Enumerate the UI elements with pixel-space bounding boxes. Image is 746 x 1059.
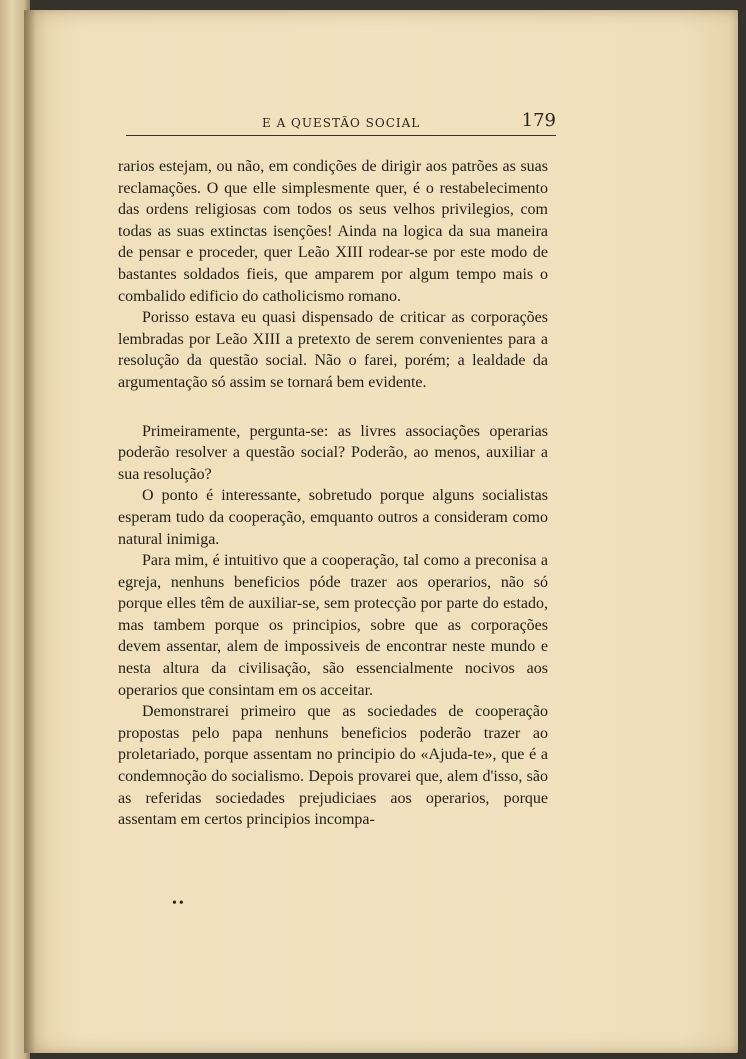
page-header [126, 110, 556, 136]
signature-mark: •• [172, 896, 186, 911]
paragraph: Primeiramente, pergunta-se: as livres associações operarias poderão resolver a questão social? Poderão, ao menos, auxiliar a sua resolução? [118, 422, 548, 483]
page-number: 179 [521, 110, 556, 131]
paragraph-continuation: rarios estejam, ou não, em condições de dirigir aos patrões as suas reclamações. O que elle simplesmente quer, é o restabelecimento das ordens religiosas com todos os seus velhos privilegios, com todas as suas extinctas isenções! Ainda na logica da sua maneira de pensar e proceder, quer Leão XIII rodear-se por este modo de bastantes soldados fieis, que amparem por algum tempo mais o combalido edificio do catholicismo romano. [118, 158, 548, 305]
paragraph: O ponto é interessante, sobretudo porque alguns socialistas esperam tudo da cooperação, emquanto outros a consideram como natural inimiga. [118, 487, 548, 548]
header-rule [126, 135, 556, 136]
paragraph: Porisso estava eu quasi dispensado de criticar as corporações lembradas por Leão XIII a pretexto de serem convenientes para a resolução da questão social. Não o farei, porém; a lealdade da argumentação só assim se tornará bem evidente. [118, 309, 548, 391]
spine-shadow [24, 10, 36, 1053]
running-head: E A QUESTÃO SOCIAL [262, 116, 421, 130]
body-text [118, 156, 548, 831]
paragraph: Demonstrarei primeiro que as sociedades de cooperação propostas pelo papa nenhuns beneficios poderão trazer ao proletariado, porque assentam no principio do «Ajuda-te», que é a condemnoção do socialismo. Depois provarei que, alem d'isso, são as referidas sociedades prejudiciaes aos operarios, porque assentam em certos principios incompa- [118, 703, 548, 829]
paragraph: Para mim, é intuitivo que a cooperação, tal como a preconisa a egreja, nenhuns beneficios póde trazer aos operarios, não só porque elles têm de auxiliar-se, sem protecção por parte do estado, mas tambem porque os principios, sobre que as corporações devem assentar, alem de impossiveis de encontrar neste mundo e nesta altura da civilisação, são essencialmente nocivos aos operarios que consintam em os acceitar. [118, 552, 548, 699]
